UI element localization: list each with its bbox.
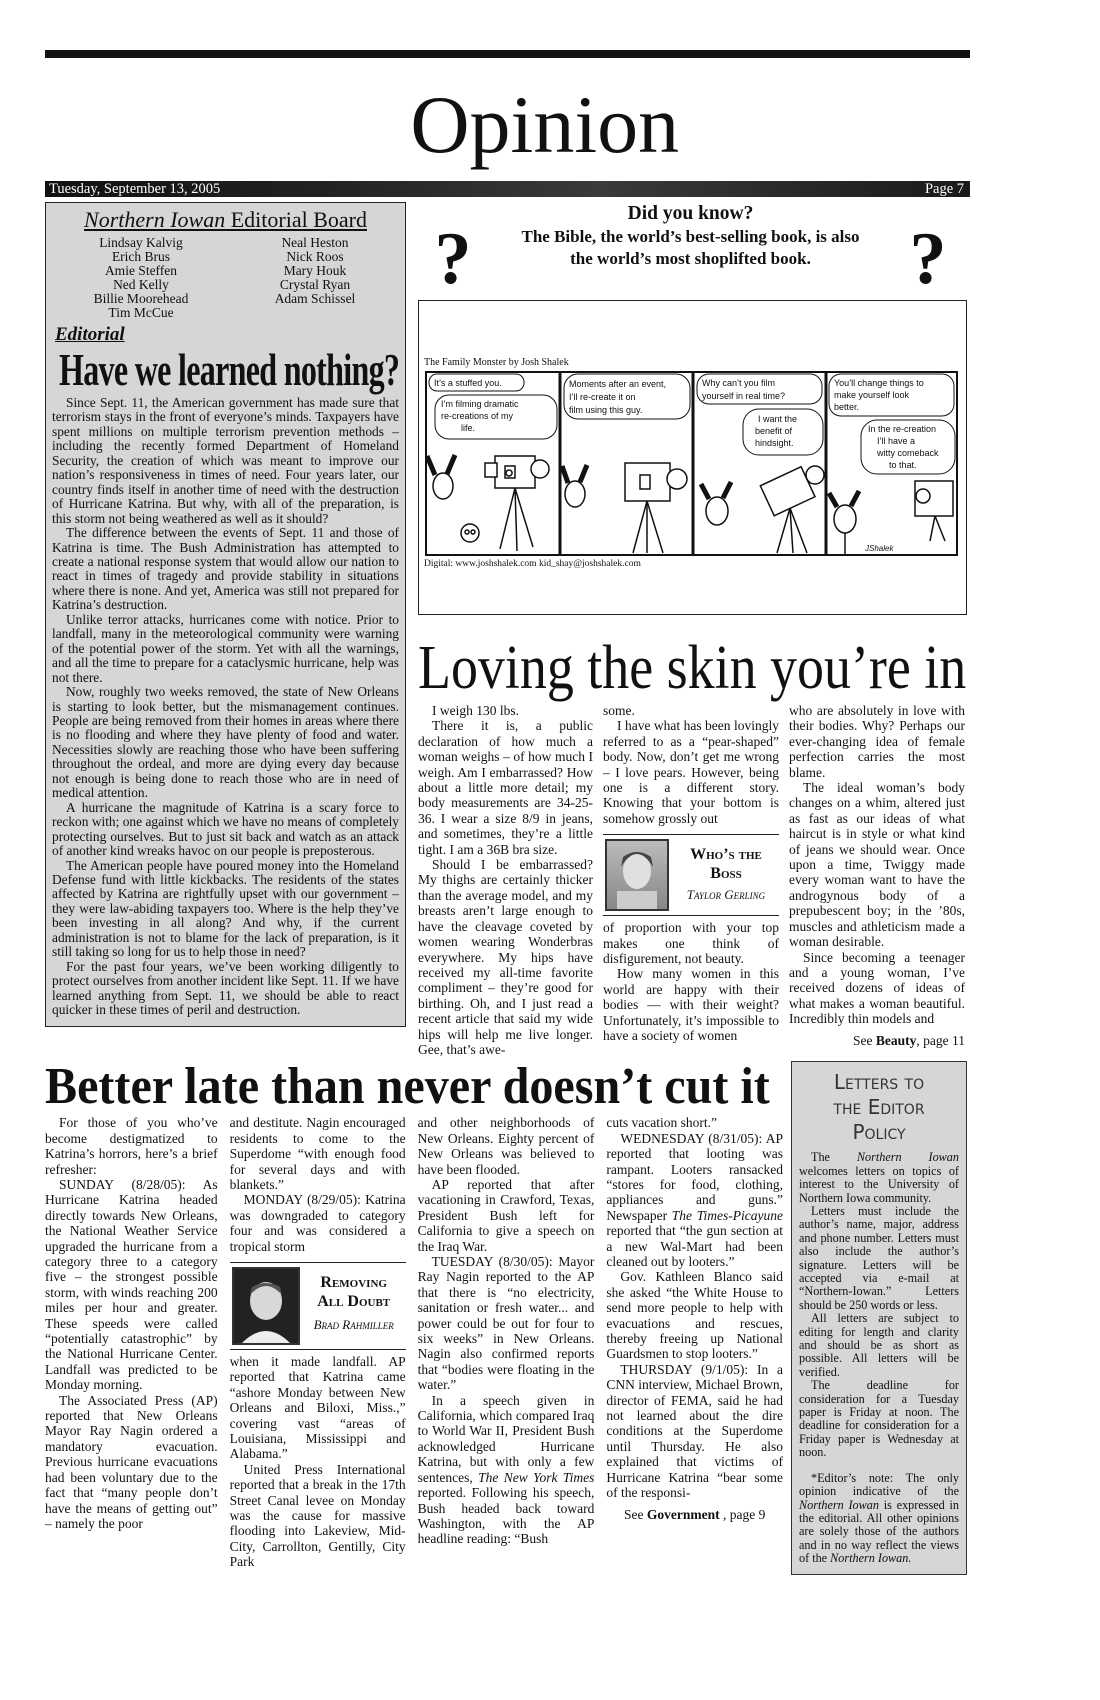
top-rule — [45, 50, 970, 58]
paragraph: United Press International reported that a break in the 17th Street Canal levee on Monday was the cause for massive flooding into Lakeview, Mid-City, Carrollton, Gentilly, City Park — [229, 1461, 406, 1570]
board-member: Neal Heston — [281, 235, 349, 250]
column-headline-text: Loving the skin you’re in — [418, 634, 967, 702]
paragraph: THURSDAY (9/1/05): In a CNN interview, Michael Brown, director of FEMA, said he had not learned about the dire conditions at the Superdome until Thursday. He also explained that victims of Hurricane Katrina “bear some of the responsi- — [606, 1361, 784, 1501]
board-member: Adam Schissel — [274, 291, 356, 306]
paragraph: Should I be embarrassed? My thighs are certainly thicker than the average model, and my breasts aren’t large enough to have the cleavage coveted by women wearing Wonderbras everywhere. My hips have received my all-time favorite compliment – they’re good for birthing. Oh, and I just read a recent article that said my wide hips will help me live longer. Gee, that’s awe- — [418, 857, 593, 1057]
column-text-col2 — [603, 703, 779, 1057]
title-line: the Editor — [833, 1095, 925, 1120]
jump-page: , page 9 — [719, 1506, 766, 1522]
did-you-know-row — [418, 218, 963, 300]
continued-link[interactable] — [606, 1507, 783, 1523]
paragraph: For the past four years, we’ve been working diligently to protect ourselves from another incident like Sept. 11. If we have learned anything from Sept. 11, we should be able to react quicker in these times of peril and destruction. — [52, 958, 399, 1018]
board-names — [52, 233, 399, 320]
board-label: Editorial Board — [225, 207, 367, 232]
title-line: Letters to — [833, 1070, 925, 1095]
board-member: Amie Steffen — [104, 263, 178, 278]
fact-text — [488, 226, 893, 270]
text-run: reported. Following his speech, Bush headed back toward Washington, with the AP headline reading: “Bush — [417, 1485, 595, 1547]
question-mark-icon: ? — [434, 218, 472, 300]
text-run: The — [811, 1150, 857, 1165]
paper-name: Northern Iowan. — [830, 1551, 912, 1566]
comic-title: The Family Monster by Josh Shalek — [424, 357, 569, 368]
letters-policy-box — [791, 1061, 967, 1574]
editorial-body — [52, 396, 399, 1017]
news-text-col2 — [230, 1115, 406, 1569]
column-name-line: Removing — [320, 1274, 387, 1291]
column-name — [673, 845, 779, 883]
board-member: Lindsay Kalvig — [99, 235, 183, 250]
board-member: Erich Brus — [111, 249, 171, 264]
editorial-headline-text: Have we learned nothing? — [59, 344, 400, 395]
paragraph: AP reported that after vacationing in Crawford, Texas, President Bush left for California to give a speech on the Iraq War. — [417, 1176, 595, 1254]
paragraph: TUESDAY (8/30/05): Mayor Ray Nagin reported to the AP that there is “no electricity, sanitation or fresh water... and power could be out for four to six weeks” in New Orleans. Nagin also confirmed reports that “bodies were floating in the water.” — [417, 1254, 595, 1393]
paragraph: There it is, a public declaration of how much a woman weighs – of how much I weigh. Am I embarrassed? How about a little more detail; my body measurements are 34-25-36. I wear a size 8/9 in jeans, and sometimes, they’re a little tight. I am a 36B bra size. — [418, 718, 593, 857]
paragraph: when it made landfall. AP reported that Katrina came “ashore Monday between New Orleans and Biloxi, Miss.,” covering vast “areas of Louisiana, Mississippi and Alabama.” — [229, 1354, 406, 1462]
bubble-text: It’s a stuffed you. — [434, 378, 502, 388]
board-member: Tim McCue — [108, 305, 174, 320]
paragraph: some. — [603, 703, 635, 718]
fact-line: the world’s most shoplifted book. — [570, 249, 811, 268]
news-text-col4 — [606, 1115, 783, 1569]
column-name-line: All Doubt — [317, 1293, 391, 1310]
news-section — [45, 1058, 967, 1574]
board-member: Nick Roos — [286, 249, 344, 264]
character-drawing — [562, 465, 587, 507]
news-text-col3 — [418, 1115, 595, 1569]
paragraph — [418, 1393, 595, 1547]
paragraph: The American people have poured money into the Homeland Defense fund with little kickbacks. The residents of the states affected by Katrina are rightfully upset with our government – they were law-abiding taxpayers too. Where is the help they’ve been investing in all along? And why, if the current administration is not to blame for the lack of preparation, is it still taking so long for us to help those in need? — [52, 857, 399, 960]
columnist-byline — [603, 834, 779, 916]
paragraph: Gov. Kathleen Blanco said she asked “the White House to send more people to help with evacuations and rescues, thereby freeing up National Guardsmen to stop looters.” — [606, 1269, 784, 1362]
news-headline — [45, 1058, 770, 1116]
editorial-box — [45, 202, 406, 1027]
publication-name: The Times-Picayune — [671, 1207, 784, 1223]
camera-drawing — [915, 481, 953, 541]
board-member: Ned Kelly — [113, 277, 169, 292]
author-name: Taylor Gerling — [686, 887, 766, 903]
fact-line: The Bible, the world’s best-selling book, is also — [521, 227, 860, 246]
right-column — [418, 202, 967, 1057]
bubble-text: I’m filming dramatic re-creations of my life. — [441, 399, 519, 433]
character-drawing — [427, 455, 479, 542]
paper-name: Northern Iowan — [799, 1497, 879, 1512]
character-drawing — [701, 482, 731, 525]
section-title — [300, 79, 716, 170]
column-name — [302, 1273, 406, 1311]
board-member: Billie Moorehead — [93, 291, 189, 306]
author-name: Brad Rahmiller — [313, 1317, 394, 1332]
portrait-icon — [607, 841, 667, 909]
comic-footer: Digital: www.joshshalek.com kid_shay@joshshalek.com — [424, 559, 641, 569]
paragraph: of proportion with your top makes one think of disfigurement, not beauty. — [603, 920, 779, 967]
board-member: Crystal Ryan — [279, 277, 351, 292]
letters-policy-body — [799, 1151, 959, 1565]
text-run: WEDNESDAY (8/31/05): AP reported that looting was rampant. Looters ransacked “stores for food, clothing, appliances and guns.” Newspaper — [606, 1130, 784, 1223]
board-names-left — [66, 236, 216, 320]
paragraph — [799, 1151, 959, 1205]
title-line: Policy — [852, 1120, 906, 1145]
paragraph: I have what has been lovingly referred to as a “pear-shaped” body. Now, don’t get me wrong – I love pears. However, being one is a different story. Knowing that your bottom is somehow grossly out — [603, 718, 779, 826]
columnist-byline — [230, 1262, 406, 1350]
issue-date: Tuesday, September 13, 2005 — [49, 181, 221, 197]
column-text-col1 — [418, 703, 593, 1057]
editorial-label: Editorial — [55, 324, 125, 345]
jump-prefix: See — [853, 1032, 876, 1048]
did-you-know-box — [418, 202, 963, 300]
comic-frame — [418, 300, 967, 615]
comic-strip — [425, 371, 958, 556]
bubble-text: I want the benefit of hindsight. — [755, 414, 798, 448]
paragraph: who are absolutely in love with their bodies. Why? Perhaps our ever-changing idea of female perfection carries the most blame. — [789, 703, 965, 780]
text-run: reported that “the gun section at a new Wal-Mart had been cleaned out by looters.” — [606, 1223, 784, 1269]
jump-page: , page 11 — [916, 1032, 965, 1048]
paragraph: The difference between the events of Sept. 11 and those of Katrina is time. The Bush Administration has attempted to create a national response system that would allow our nation to react in times of tragedy and provide stability in situations where there is none. And yet, America was still not prepared for Katrina’s destruction. — [52, 525, 399, 613]
paragraph: Unlike terror attacks, hurricanes come with notice. Prior to landfall, many in the meteorological community were warning of the potential power of the storm. Yet with all the warnings, and all the time to prepare for a cataclysmic hurricane, help was not there. — [52, 611, 399, 685]
editors-note — [799, 1472, 959, 1566]
paragraph: Now, roughly two weeks removed, the state of New Orleans is starting to look better, but the mismanagement continues. People are being removed from their homes in areas where there is no flooding and where they have plenty of food and water. Necessities slowly are reaching those who have been suffering throughout the ordeal, and more are dying every day because not enough is being done to reach those who are in need of medical attention. — [52, 684, 399, 801]
columnist-photo — [232, 1267, 300, 1345]
column-body — [418, 703, 967, 1057]
page-content — [45, 202, 967, 1575]
editorial-board-title — [52, 207, 399, 233]
bubble-text: In the re-creation I’ll have a witty comeback to that. — [868, 424, 939, 470]
board-member: Mary Houk — [283, 263, 347, 278]
paragraph: The Associated Press (AP) reported that New Orleans Mayor Ray Nagin ordered a mandatory evacuation. Previous hurricane evacuations had been voluntary due to the fact that “many people don’t have the means of getting out” – namely the poor — [45, 1392, 218, 1531]
paragraph: SUNDAY (8/28/05): As Hurricane Katrina headed directly towards New Orleans, the National Weather Service upgraded the hurricane from a category three to a category five – the strongest possible storm, with winds reaching 200 miles per hour and greater. These speeds were called “potentially catastrophic” by the National Hurricane Center. Landfall was predicted to be Monday morning. — [45, 1176, 218, 1393]
paragraph: cuts vacation short.” — [606, 1115, 717, 1131]
paragraph: and other neighborhoods of New Orleans. Eighty percent of New Orleans was believed to have been flooded. — [417, 1115, 595, 1177]
jump-target: Beauty — [875, 1032, 917, 1048]
continued-link[interactable] — [789, 1033, 965, 1049]
question-mark-icon: ? — [909, 218, 947, 300]
column-headline — [418, 634, 967, 702]
letters-policy-title — [799, 1070, 959, 1145]
paper-name: Northern Iowan — [856, 1150, 959, 1165]
news-text-col1 — [45, 1115, 218, 1569]
news-headline-text: Better late than never doesn’t cut it — [45, 1058, 770, 1116]
paragraph: The ideal woman’s body changes on a whim, altered just as fast as our ideas of what haircut is in style or what kind of jeans we should wear. Once upon a time, Twiggy made every woman want to have the androgynous body of a prepubescent boy; in the ’80s, muscles and athleticism made a woman desirable. — [789, 780, 965, 950]
news-body — [45, 1115, 783, 1569]
text-run: is expressed in the editorial. All other opinions are solely those of the authors and in no way reflect the views of the — [799, 1497, 959, 1566]
text-run: *Editor’s note: The only opinion indicative of the — [799, 1470, 959, 1499]
editorial-headline — [59, 346, 399, 394]
column-text-col3 — [789, 703, 965, 1057]
jump-target: Government — [646, 1506, 720, 1522]
paragraph: Since Sept. 11, the American government has made sure that terrorism stays in the front of everyone’s minds. Taxpayers have spent millions on multiple terrorism prevention methods – including the recently formed Department of Homeland Security, the creation of which was meant to improve our nation’s responsiveness in times of need. Four years later, our country finds itself in another time of need with the destruction of Hurricane Katrina. But why, with all of the preparation, is this storm not being weathered as well as it should? — [52, 395, 399, 526]
top-section — [45, 202, 967, 1057]
paragraph: The deadline for consideration for a Tuesday paper is Friday at noon. The deadline for consideration for a Friday paper is Wednesday at noon. — [799, 1378, 959, 1460]
paragraph: How many women in this world are happy with their bodies — with their weight? Unfortunately, it’s impossible to have a society of women — [603, 966, 779, 1044]
did-you-know-heading: Did you know? — [627, 203, 754, 224]
paragraph: A hurricane the magnitude of Katrina is a scary force to reckon with; one against which we have no means of completely protecting ourselves. But to just sit back and watch as an attack of another kind wreaks havoc on our people is preposterous. — [52, 799, 399, 859]
character-drawing — [829, 491, 859, 555]
bubble-text: Why can’t you film yourself in real time? — [702, 378, 786, 401]
section-title-text: Opinion — [410, 79, 680, 170]
paragraph: and destitute. Nagin encouraged residents to come to the Superdome “with enough food for several days and with blankets.” — [229, 1115, 406, 1192]
paper-name: Northern Iowan — [84, 207, 226, 232]
bubble-text: You’ll change things to make yourself look better. — [834, 378, 924, 412]
columnist-photo — [605, 839, 669, 911]
date-bar — [45, 181, 970, 197]
camera-on-tripod-drawing — [625, 463, 687, 553]
column-name-line: Who’s the — [690, 846, 762, 864]
paragraph: Since becoming a teenager and a young woman, I’ve received dozens of ideas of what makes a woman beautiful. Incredibly thin models and — [789, 949, 965, 1027]
page-number: Page 7 — [924, 181, 964, 197]
camera-on-tripod-drawing — [760, 466, 824, 553]
paragraph: All letters are subject to editing for length and clarity and should be as short as possible. All letters will be verified. — [799, 1311, 959, 1379]
board-names-right — [245, 236, 385, 320]
paragraph: Letters must include the author’s name, major, address and phone number. Letters must also include the author’s signature. Letters will be accepted via e-mail at “Northern-Iowan.” Letters should be 250 words or less. — [799, 1203, 959, 1312]
artist-signature: JShalek — [865, 544, 894, 553]
text-run: welcomes letters on topics of interest to the University of Northern Iowa community. — [799, 1163, 959, 1205]
paragraph: MONDAY (8/29/05): Katrina was downgraded to category four and was considered a tropical storm — [229, 1192, 406, 1254]
column-name-line: Boss — [710, 865, 742, 883]
text-run: In a speech given in California, which compared Iraq to World War II, President Bush acknowledged Hurricane Katrina, but with only a few sentences, — [417, 1392, 595, 1485]
news-article — [45, 1058, 784, 1570]
portrait-icon — [234, 1269, 298, 1343]
bubble-text: Moments after an event, I’ll re-create it on film using this guy. — [569, 379, 667, 415]
jump-prefix: See — [624, 1506, 647, 1522]
publication-name: The New York Times — [478, 1469, 595, 1485]
paragraph — [606, 1131, 783, 1270]
camera-on-tripod-drawing — [485, 456, 549, 551]
paragraph: I weigh 130 lbs. — [432, 703, 519, 718]
paragraph: For those of you who’ve become destigmatized to Katrina’s horrors, here’s a brief refresher: — [45, 1115, 218, 1177]
